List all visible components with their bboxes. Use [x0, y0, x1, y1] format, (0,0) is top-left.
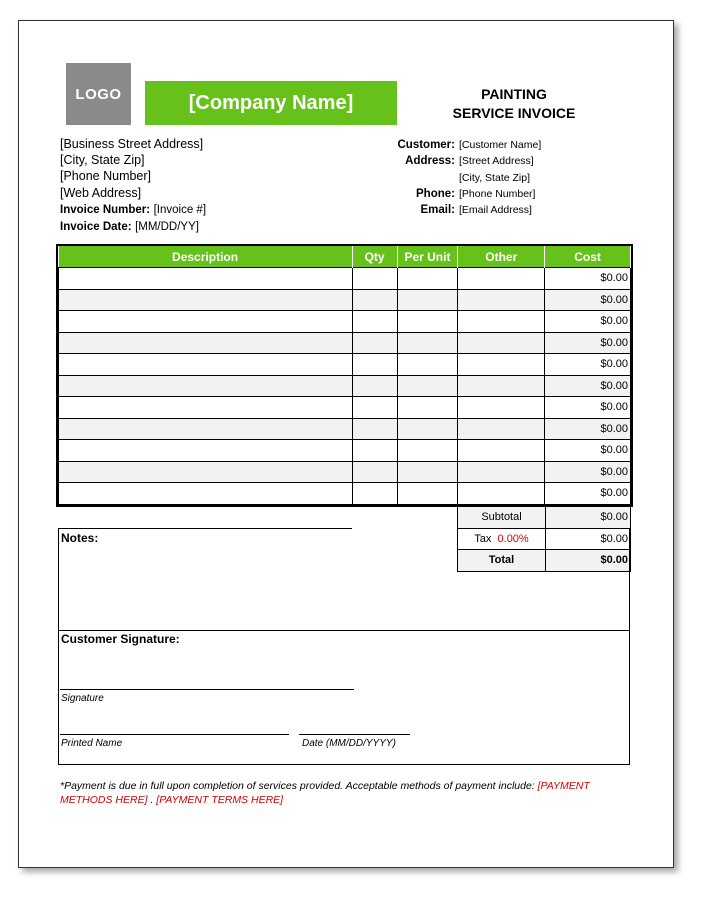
other-cell[interactable] — [458, 461, 545, 483]
description-cell[interactable] — [59, 418, 353, 440]
email-label: Email: — [420, 204, 455, 217]
other-cell[interactable] — [458, 397, 545, 419]
description-cell[interactable] — [59, 311, 353, 333]
table-header-row — [59, 246, 631, 268]
total-label: Total — [458, 550, 546, 572]
table-row — [59, 268, 631, 290]
per-unit-cell[interactable] — [397, 397, 458, 419]
total-value: $0.00 — [546, 550, 631, 572]
per-unit-cell[interactable] — [397, 418, 458, 440]
notes-label: Notes: — [61, 531, 99, 545]
signature-line[interactable] — [60, 689, 354, 690]
invoice-date: [MM/DD/YY] — [135, 221, 199, 234]
cost-cell: $0.00 — [545, 483, 631, 505]
customer-street: [Street Address] — [459, 155, 534, 168]
tax-rate[interactable]: 0.00% — [497, 532, 529, 545]
subtotal-label: Subtotal — [458, 507, 546, 529]
cost-cell: $0.00 — [545, 375, 631, 397]
payment-footer — [60, 779, 620, 807]
other-cell[interactable] — [458, 375, 545, 397]
table-row — [59, 397, 631, 419]
signature-divider — [58, 630, 629, 631]
cost-cell: $0.00 — [545, 289, 631, 311]
col-qty: Qty — [352, 246, 397, 268]
description-cell[interactable] — [59, 440, 353, 462]
other-cell[interactable] — [458, 440, 545, 462]
col-other: Other — [458, 246, 545, 268]
footer-separator: . — [147, 794, 157, 806]
qty-cell[interactable] — [352, 354, 397, 376]
per-unit-cell[interactable] — [397, 461, 458, 483]
description-cell[interactable] — [59, 289, 353, 311]
logo-placeholder: LOGO — [66, 63, 131, 125]
tax-value: $0.00 — [546, 528, 631, 550]
customer-name: [Customer Name] — [459, 139, 542, 152]
invoice-date-row — [60, 218, 206, 235]
customer-info — [319, 137, 579, 218]
other-cell[interactable] — [458, 289, 545, 311]
per-unit-cell[interactable] — [397, 311, 458, 333]
table-row — [59, 311, 631, 333]
customer-label: Customer: — [397, 139, 455, 152]
per-unit-cell[interactable] — [397, 375, 458, 397]
table-row — [59, 440, 631, 462]
per-unit-cell[interactable] — [397, 440, 458, 462]
invoice-number-label: Invoice Number: — [60, 203, 151, 216]
cost-cell: $0.00 — [545, 418, 631, 440]
table-row — [59, 354, 631, 376]
qty-cell[interactable] — [352, 461, 397, 483]
notes-field[interactable] — [59, 545, 627, 629]
per-unit-cell[interactable] — [397, 332, 458, 354]
invoice-number-row — [60, 201, 206, 218]
table-row — [59, 375, 631, 397]
qty-cell[interactable] — [352, 440, 397, 462]
title-line-1: PAINTING — [481, 86, 547, 102]
subtotal-row — [458, 507, 631, 529]
company-name: [Company Name] — [145, 81, 397, 125]
title-line-2: SERVICE INVOICE — [452, 105, 576, 121]
table-row — [59, 461, 631, 483]
other-cell[interactable] — [458, 311, 545, 333]
payment-methods: [PAYMENT METHODS HERE] — [60, 780, 590, 806]
payment-terms: [PAYMENT TERMS HERE] — [156, 794, 284, 806]
printed-name-caption: Printed Name — [61, 738, 123, 749]
address-label: Address: — [405, 155, 455, 168]
per-unit-cell[interactable] — [397, 483, 458, 505]
qty-cell[interactable] — [352, 268, 397, 290]
col-per-unit: Per Unit — [397, 246, 458, 268]
business-web: [Web Address] — [60, 185, 142, 200]
date-caption: Date (MM/DD/YYYY) — [302, 738, 396, 749]
description-cell[interactable] — [59, 332, 353, 354]
cost-cell: $0.00 — [545, 397, 631, 419]
other-cell[interactable] — [458, 332, 545, 354]
line-items-table — [58, 246, 631, 505]
description-cell[interactable] — [59, 354, 353, 376]
description-cell[interactable] — [59, 483, 353, 505]
customer-phone: [Phone Number] — [459, 188, 536, 201]
footer-text: *Payment is due in full upon completion of services provided. Acceptable methods of payment include: — [60, 780, 538, 792]
signature-caption: Signature — [61, 693, 104, 704]
cost-cell: $0.00 — [545, 332, 631, 354]
invoice-title — [414, 85, 614, 123]
cost-cell: $0.00 — [545, 354, 631, 376]
signature-label: Customer Signature: — [61, 632, 180, 646]
qty-cell[interactable] — [352, 483, 397, 505]
table-row — [59, 483, 631, 505]
notes-top-line — [58, 528, 352, 529]
cost-cell: $0.00 — [545, 440, 631, 462]
business-street: [Business Street Address] — [60, 137, 204, 151]
table-row — [59, 418, 631, 440]
invoice-date-label: Invoice Date: — [60, 221, 132, 234]
qty-cell[interactable] — [352, 332, 397, 354]
business-city: [City, State Zip] — [60, 153, 145, 168]
description-cell[interactable] — [59, 397, 353, 419]
col-description: Description — [59, 246, 353, 268]
qty-cell[interactable] — [352, 397, 397, 419]
customer-email: [Email Address] — [459, 204, 532, 217]
invoice-number: [Invoice #] — [153, 203, 207, 216]
cost-cell: $0.00 — [545, 311, 631, 333]
per-unit-cell[interactable] — [397, 268, 458, 290]
business-phone: [Phone Number] — [60, 169, 152, 184]
printed-name-line[interactable] — [60, 734, 289, 735]
table-row — [59, 332, 631, 354]
col-cost: Cost — [545, 246, 631, 268]
business-info — [60, 136, 206, 235]
table-row — [59, 289, 631, 311]
qty-cell[interactable] — [352, 418, 397, 440]
cost-cell: $0.00 — [545, 268, 631, 290]
qty-cell[interactable] — [352, 289, 397, 311]
description-cell[interactable] — [59, 268, 353, 290]
date-line[interactable] — [299, 734, 410, 735]
phone-label: Phone: — [416, 188, 455, 201]
per-unit-cell[interactable] — [397, 289, 458, 311]
customer-city: [City, State Zip] — [459, 171, 530, 184]
other-cell[interactable] — [458, 268, 545, 290]
qty-cell[interactable] — [352, 375, 397, 397]
cost-cell: $0.00 — [545, 461, 631, 483]
qty-cell[interactable] — [352, 311, 397, 333]
other-cell[interactable] — [458, 354, 545, 376]
tax-label: Tax — [474, 532, 492, 545]
description-cell[interactable] — [59, 461, 353, 483]
invoice-page — [18, 20, 674, 868]
per-unit-cell[interactable] — [397, 354, 458, 376]
other-cell[interactable] — [458, 418, 545, 440]
subtotal-value: $0.00 — [546, 507, 631, 529]
description-cell[interactable] — [59, 375, 353, 397]
other-cell[interactable] — [458, 483, 545, 505]
